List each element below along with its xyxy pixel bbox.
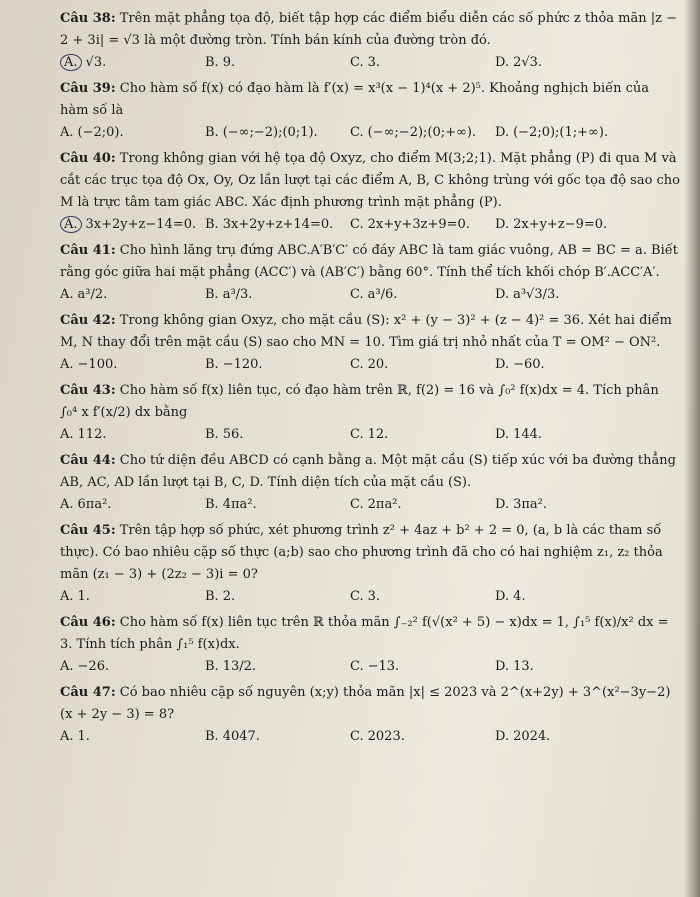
option-b[interactable] [205,52,350,74]
option-text: 9. [222,55,236,70]
option-c[interactable] [350,726,495,748]
option-text: 4. [513,589,526,604]
option-text: 2024. [513,729,551,744]
question-number: Câu 43: [60,383,116,398]
option-text: 13/2. [222,659,257,674]
question-46 [60,612,680,678]
option-letter: B. [205,497,219,512]
option-d[interactable] [495,586,640,608]
option-letter: D. [495,287,510,302]
question-stem: Cho tứ diện đều ABCD có cạnh bằng a. Một mặt cầu (S) tiếp xúc với ba đường thẳng AB, AC, AD lần lượt tại B, C, D. Tính diện tích của mặt cầu (S). [60,453,676,490]
option-c[interactable] [350,52,495,74]
option-letter: B. [205,217,219,232]
option-text: −100. [77,357,118,372]
option-letter-circled: A. [60,216,82,233]
option-text: 112. [77,427,107,442]
option-b[interactable] [205,586,350,608]
option-b[interactable] [205,284,350,306]
option-c[interactable] [350,656,495,678]
option-d[interactable] [495,122,640,144]
option-text: (−∞;−2);(0;1). [222,125,318,140]
option-b[interactable] [205,214,350,236]
option-text: −13. [367,659,400,674]
option-letter: D. [495,497,510,512]
question-stem: Có bao nhiêu cặp số nguyên (x;y) thỏa mãn |x| ≤ 2023 và 2^(x+2y) + 3^(x²−3y−2)(x + 2y − 3) = 8? [60,685,671,722]
question-41 [60,240,680,306]
option-letter: C. [350,497,364,512]
option-text: a³/6. [367,287,398,302]
question-stem: Cho hàm số f(x) liên tục trên ℝ thỏa mãn ∫₋₂² f(√(x² + 5) − x)dx = 1, ∫₁⁵ f(x)/x² dx = 3. Tính tích phân ∫₁⁵ f(x)dx. [60,615,669,652]
option-letter: A. [60,125,74,140]
options-row [60,52,680,74]
option-text: 12. [367,427,389,442]
question-number: Câu 39: [60,81,116,96]
option-text: 3πa². [513,497,548,512]
option-c[interactable] [350,586,495,608]
question-stem: Trong không gian với hệ tọa độ Oxyz, cho điểm M(3;2;1). Mặt phẳng (P) đi qua M và cắt các trục tọa độ Ox, Oy, Oz lần lượt tại các điểm A, B, C không trùng với gốc tọa độ sao cho M là trực tâm tam giác ABC. Xác định phương trình mặt phẳng (P). [60,151,681,210]
question-stem: Trên mặt phẳng tọa độ, biết tập hợp các điểm biểu diễn các số phức z thỏa mãn |z − 2 + 3i| = √3 là một đường tròn. Tính bán kính của đường tròn đó. [60,11,677,48]
question-number: Câu 47: [60,685,116,700]
option-b[interactable] [205,424,350,446]
option-letter: C. [350,729,364,744]
question-stem: Trên tập hợp số phức, xét phương trình z² + 4az + b² + 2 = 0, (a, b là các tham số thực). Có bao nhiêu cặp số thực (a;b) sao cho phương trình đã cho có hai nghiệm z₁, z₂ thỏa mãn (z₁ − 3) + (2z₂ − 3)i = 0? [60,523,663,582]
option-letter: A. [60,357,74,372]
option-text: 1. [77,589,90,604]
option-letter: C. [350,55,364,70]
option-letter: C. [350,659,364,674]
option-letter: A. [60,497,74,512]
option-d[interactable] [495,494,640,516]
options-row [60,726,680,748]
question-42 [60,310,680,376]
option-text: 4047. [222,729,260,744]
option-text: −60. [513,357,545,372]
question-stem: Trong không gian Oxyz, cho mặt cầu (S): x² + (y − 3)² + (z − 4)² = 36. Xét hai điểm M, N thay đổi trên mặt cầu (S) sao cho MN = 10. Tìm giá trị nhỏ nhất của T = OM² − ON². [60,313,672,350]
question-38 [60,8,680,74]
options-row [60,214,680,236]
option-d[interactable] [495,656,640,678]
option-c[interactable] [350,284,495,306]
option-letter-circled: A. [60,54,82,71]
option-text: 144. [513,427,543,442]
option-text: −120. [222,357,263,372]
option-a[interactable] [60,656,205,678]
options-row [60,284,680,306]
option-letter: B. [205,427,219,442]
option-d[interactable] [495,52,640,74]
option-c[interactable] [350,494,495,516]
option-letter: D. [495,729,510,744]
option-b[interactable] [205,122,350,144]
option-letter: A. [60,427,74,442]
question-43 [60,380,680,446]
option-text: (−2;0). [77,125,124,140]
options-row [60,122,680,144]
question-40 [60,148,680,236]
option-text: (−2;0);(1;+∞). [513,125,609,140]
option-c[interactable] [350,122,495,144]
question-stem: Cho hàm số f(x) có đạo hàm là f′(x) = x³(x − 1)⁴(x + 2)⁵. Khoảng nghịch biến của hàm số là [60,81,650,118]
option-letter: B. [205,287,219,302]
option-text: a³√3/3. [513,287,560,302]
option-d[interactable] [495,424,640,446]
option-letter: B. [205,357,219,372]
option-c[interactable] [350,424,495,446]
question-number: Câu 45: [60,523,116,538]
option-text: 2023. [367,729,405,744]
option-text: a³/2. [77,287,108,302]
option-d[interactable] [495,354,640,376]
option-a[interactable] [60,424,205,446]
option-a[interactable] [60,122,205,144]
option-letter: A. [60,729,74,744]
option-letter: B. [205,55,219,70]
option-letter: A. [60,589,74,604]
option-text: √3. [85,55,107,70]
option-d[interactable] [495,284,640,306]
option-b[interactable] [205,494,350,516]
option-text: 3. [367,55,381,70]
option-a[interactable] [60,284,205,306]
option-d[interactable] [495,726,640,748]
option-a[interactable] [60,214,205,236]
question-39 [60,78,680,144]
option-letter: B. [205,589,219,604]
options-row [60,656,680,678]
question-number: Câu 41: [60,243,116,258]
question-stem: Cho hàm số f(x) liên tục, có đạo hàm trên ℝ, f(2) = 16 và ∫₀² f(x)dx = 4. Tích phân ∫₀⁴ x f′(x/2) dx bằng [60,383,659,420]
options-row [60,424,680,446]
option-a[interactable] [60,726,205,748]
option-text: 13. [513,659,534,674]
option-letter: C. [350,357,364,372]
option-text: 2√3. [513,55,543,70]
option-letter: C. [350,589,364,604]
option-letter: D. [495,427,510,442]
option-text: 1. [77,729,90,744]
question-47 [60,682,680,748]
option-text: (−∞;−2);(0;+∞). [367,125,477,140]
option-text: 4πa². [222,497,257,512]
option-letter: D. [495,217,510,232]
option-letter: D. [495,589,510,604]
option-text: 3x+2y+z−14=0. [85,217,197,232]
option-text: 3. [367,589,381,604]
option-text: a³/3. [222,287,253,302]
question-number: Câu 42: [60,313,116,328]
option-text: 2x+y+z−9=0. [513,217,608,232]
option-text: 20. [367,357,389,372]
option-letter: D. [495,125,510,140]
question-45 [60,520,680,608]
page-shadow-edge [684,0,700,897]
option-text: 2. [222,589,236,604]
option-b[interactable] [205,354,350,376]
option-text: 2x+y+3z+9=0. [367,217,470,232]
option-letter: A. [60,287,74,302]
option-a[interactable] [60,52,205,74]
option-letter: B. [205,659,219,674]
option-text: −26. [77,659,110,674]
options-row [60,586,680,608]
option-letter: A. [60,659,74,674]
option-letter: B. [205,125,219,140]
option-b[interactable] [205,656,350,678]
question-44 [60,450,680,516]
option-letter: D. [495,357,510,372]
question-stem: Cho hình lăng trụ đứng ABC.A′B′C′ có đáy ABC là tam giác vuông, AB = BC = a. Biết rằng góc giữa hai mặt phẳng (ACC′) và (AB′C′) bằng 60°. Tính thể tích khối chóp B′.ACC′A′. [60,243,678,280]
option-a[interactable] [60,586,205,608]
option-letter: D. [495,659,510,674]
option-text: 56. [222,427,244,442]
question-number: Câu 46: [60,615,116,630]
options-row [60,354,680,376]
option-text: 3x+2y+z+14=0. [222,217,334,232]
option-letter: B. [205,729,219,744]
options-row [60,494,680,516]
option-letter: D. [495,55,510,70]
question-number: Câu 38: [60,11,116,26]
option-text: 2πa². [367,497,402,512]
option-c[interactable] [350,214,495,236]
option-letter: C. [350,427,364,442]
question-number: Câu 44: [60,453,116,468]
question-number: Câu 40: [60,151,116,166]
option-d[interactable] [495,214,640,236]
option-letter: C. [350,217,364,232]
option-b[interactable] [205,726,350,748]
option-text: 6πa². [77,497,112,512]
option-a[interactable] [60,494,205,516]
option-c[interactable] [350,354,495,376]
option-letter: C. [350,287,364,302]
option-a[interactable] [60,354,205,376]
option-letter: C. [350,125,364,140]
